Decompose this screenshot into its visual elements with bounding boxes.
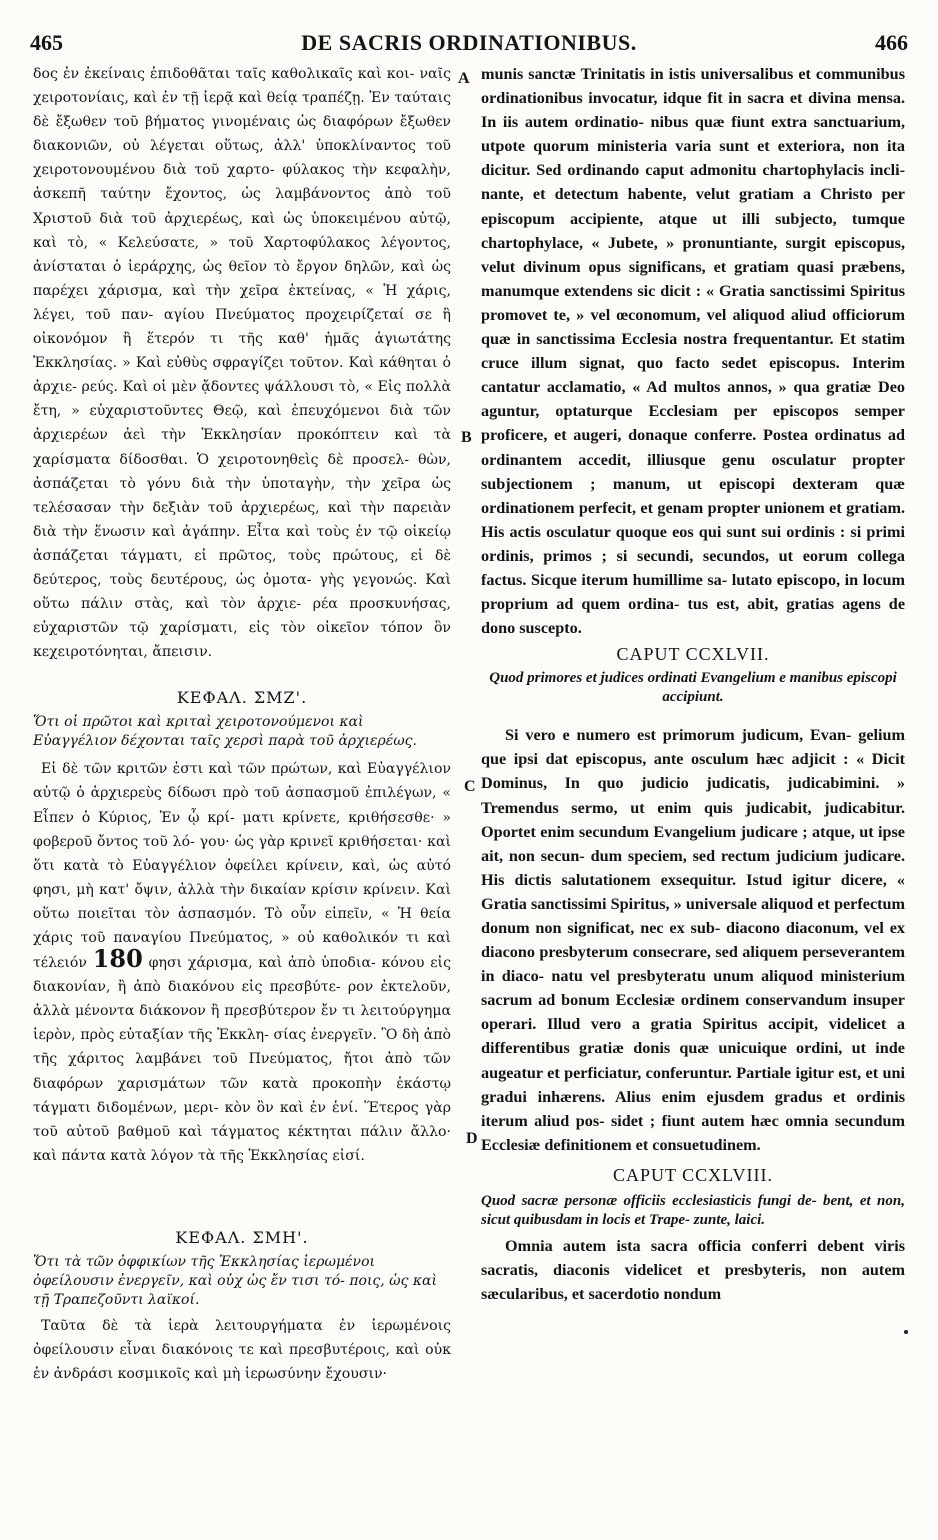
margin-letter-b: B [461,429,472,446]
greek-chapter-heading-248: ΚΕΦΑΛ. ΣΜΗ'. [175,1227,309,1247]
page-number-right: 466 [875,30,908,55]
latin-chapter-heading-247: CAPUT CCXLVII. [616,644,770,665]
latin-paragraph-2: Si vero e numero est primorum judicum, Evan- gelium que ipsi dat episcopus, ante osculum hæc adjicit : « Dicit Dominus, In quo judicio judicatis, judicabimini. » Tremendus sermo, ut enim quis judicabit, judicabitur. Oportet enim secundum Evangelium judicare ; atque, ut ipse ait, non secun- dum speciem, sed rectum judicium judicare. His dictis salutationem exsequitur. Istud igitur dicere, « Gratia sanctissimi Spiritus, » universale aliquod et perfectum donum non significat, nec ex sub- diacono diaconum, vel ex diacono presbyterum consecrare, sed aliquem perseverantem in diaco- natu vel presbyteratu unum aliquod ministerium sacrum ad bonum Ecclesiæ ordinem conservandum insuper operari. Illud vero a gratia Spiritus accipit, videlicet a differentibus gratiæ donis quæ unicuique ordini, ut inde augeatur et perficiatur, conferuntur. Partiale igitur est, et uni gradui inhærens. Alius enim ejusdem gradus et ordinis iterum aliud pos- sidet ; fiunt autem hæc omnia secundum Ecclesiæ definitionem et consuetudinem. [481,726,905,1154]
greek-chapter-summary-248: Ὅτι τὰ τῶν ὀφφικίων τῆς Ἐκκλησίας ἱερωμένοι ὀφείλουσιν ἐνεργεῖν, καὶ οὐχ ὡς ἔν τισι τό- ποις, ὡς καὶ τῇ Τραπεζοῦντι λαϊκοί. [33,1253,438,1308]
page-header [30,30,908,60]
margin-letter-a: A [458,70,470,87]
running-title: DE SACRIS ORDINATIONIBUS. [301,30,637,55]
latin-chapter-summary-247: Quod primores et judices ordinati Evangelium e manibus episcopi accipiunt. [489,670,897,706]
page-number-left: 465 [30,30,63,55]
latin-paragraph-1: munis sanctæ Trinitatis in istis universalibus et communibus ordinationibus invocatur, idque fit in sacra et divina mensa. In iis autem ordinatio- nibus quæ fiunt extra sanctuarium, utpote quorum ministeria varia sunt et exteriora, non ita dicitur. Sed ordinando caput admonitu chartophylacis incli- nante, et detectum habente, velut gratiam a Christo per episcopum accipiente, atque ut illi subjecto, tumque chartophylace, « Jubete, » pronuntiante, surgit episcopus, velut divinum opus significans, et gratiam quasi præbens, manumque extendens sic dicit : « Gratia sanctissimi Spiritus promovet te, » vel œconomum, vel aliquod aliud officiorum quæ in sanctissima Ecclesia nostra frequentantur. Et statim cruce illum signat, quo facto sedet episcopus. Interim cantatur acclamatio, « Ad multos annos, » qua gratiæ Deo aguntur, optaturque Ecclesiam per episcopos semper proficere, et augeri, donaque conferre. Postea ordinatus ad ordinantem accedit, illiusque genu osculatur propter subjectionem ; manum, ut episcopi dexteram quæ ordinationem perfecit, et genam propter unionem et gratiam. His actis osculatur quoque eos qui sunt sui ordinis : si primi ordinis, primos ; si secundi, secundos, ut eorum collega factus. Sicque iterum humillime sa- lutato episcopo, in locum proprium ad quem ordina- tus est, abit, gratias agens de dono suscepto. [481,65,905,638]
greek-paragraph-3: Ταῦτα δὲ τὰ ἱερὰ λειτουργήματα ἐν ἱερωμένοις ὀφείλουσιν εἶναι διακόνοις τε καὶ πρεσβυτέροις, καὶ οὐκ ἐν ἀνδράσι κοσμικοῖς καὶ μὴ ἱερωσύνην ἔχουσιν· [33,1317,451,1383]
greek-paragraph-2-start: Εἰ δὲ τῶν κριτῶν ἐστι καὶ τῶν πρώτων, καὶ Εὐαγγέλιον αὐτῷ ὁ ἀρχιερεὺς δίδωσι πρὸ τοῦ ἀσπασμοῦ ἐπιλέγων, « Εἶπεν ὁ Κύριος, Ἐν ᾧ κρί- ματι κρίνετε, κριθήσεσθε· » φοβεροῦ ὄντος τοῦ λό- γου· ὡς γὰρ κρινεῖ κριθήσεται· καὶ ὅτι κατὰ τὸ Εὐαγγέλιον ὀφείλει κρίνειν, καὶ, ὡς αὐτό φησι, μὴ κατ' ὄψιν, ἀλλὰ τὴν δικαίαν κρίσιν κρίνειν. Καὶ οὕτω ποιεῖται τὸν ἀσπασμόν. Τὸ οὖν εἰπεῖν, « Ἡ θεία χάρις τοῦ παναγίου Πνεύματος, » οὐ καθολικόν τι καὶ τέλειόν [33,761,451,972]
greek-paragraph-2 [33,757,451,1168]
greek-chapter-heading-247: ΚΕΦΑΛ. ΣΜΖ'. [176,688,308,708]
latin-chapter-summary-248: Quod sacræ personæ officiis ecclesiasticis fungi de- bent, et non, sicut quibusdam in locis et Trape- zunte, laici. [481,1192,905,1228]
greek-paragraph-1: δος ἐν ἐκείναις ἐπιδοθᾶται ταῖς καθολικαῖς καὶ κοι- ναῖς χειροτονίαις, καὶ ἐν τῇ ἱερᾷ καὶ θείᾳ τραπέζῃ. Ἐν ταύταις δὲ ἔξωθεν τοῦ βήματος γινομέναις ὡς διαφόρων ἔξωθεν διακονιῶν, οὐ λέγεται οὕτως, ἀλλ' ὑποκλίναντος τοῦ χειροτονουμένου διὰ τοῦ χαρτο- φύλακος τὴν κεφαλὴν, ἀσκεπῆ ταύτην ἔχοντος, ὡς λαμβάνοντος ἀπὸ τοῦ Χριστοῦ διὰ τοῦ ἀρχιερέως, καὶ ὡς ὑποκειμένου αὐτῷ, καὶ τὸ, « Κελεύσατε, » τοῦ Χαρτοφύλακος λέγοντος, ἀνίσταται ὁ ἱεράρχης, ὡς θεῖον τὸ ἔργον δηλῶν, καὶ ὡς παρέχει χάρισμα, καὶ τὴν χεῖρα ἐκτείνας, « Ἡ χάρις, λέγει, τοῦ παν- αγίου Πνεύματος προχειρίζεταί σε ἢ οἰκονόμον ἢ ἕτερόν τι τῆς καθ' ἡμᾶς ἁγιωτάτης Ἐκκλησίας. » Καὶ εὐθὺς σφραγίζει τοῦτον. Καὶ κάθηται ὁ ἀρχιε- ρεύς. Καὶ οἱ μὲν ᾄδοντες ψάλλουσι τὸ, « Εἰς πολλὰ ἔτη, » εὐχαριστοῦντες Θεῷ, καὶ ἐπευχόμενοι διὰ τῶν ἀρχιερέων ἀεὶ τὴν Ἐκκλησίαν προκόπτειν καὶ τὰ χαρίσματα δίδοσθαι. Ὁ χειροτονηθεὶς δὲ προσελ- θὼν, ἀσπάζεται τὸ γόνυ διὰ τὴν ὑποταγὴν, τὴν χεῖρα ὡς τελέσασαν τὴν δεξιὰν τοῦ ἀρχιερέως, καὶ τὴν παρειὰν διὰ τὴν ἕνωσιν καὶ ἀγάπην. Εἶτα καὶ τοὺς ἐν τῷ οἰκείῳ ἀσπάζεται τάγματι, εἰ πρῶτος, τοὺς πρώτους, εἰ δὲ δεύτερος, τοὺς δευτέρους, ὡς ὁμοτα- γὴς γεγονώς. Καὶ οὕτω πάλιν στὰς, καὶ τὸν ἀρχιε- ρέα προσκυνήσας, εὐχαριστῶν τῷ χαρίσματι, εἰς τὸν οἰκεῖον τόπον ὃν κεχειροτόνηται, ἄπεισιν. [33,66,451,661]
greek-paragraph-2-end: φησι χάρισμα, καὶ ἀπὸ ὑποδια- κόνου εἰς διακονίαν, ἢ ἀπὸ διακόνου εἰς πρεσβύτε- ρον ἐκτελοῦν, ἀλλὰ μένοντα διάκονον ἢ πρεσβύτερον ἔν τι λειτούργημα ἱερὸν, πρὸς εὐταξίαν τῆς Ἐκκλη- σίας ἐνεργεῖν. Ὃ δὴ ἀπὸ τῆς χάριτος λαμβάνει τοῦ Πνεύματος, ἤτοι ἀπὸ τῶν διαφόρων χαρισμάτων τῶν κατὰ προκοπὴν ἑκάστῳ τάγματι διδομένων, μερι- κὸν ὂν καὶ ἐν ἑνί. Ἕτερος γὰρ τοῦ αὐτοῦ βαθμοῦ καὶ τάγματος κέκτηται πάλιν ἄλλο· καὶ πάντα κατὰ λόγον τὰ τῆς Ἐκκλησίας εἰσί. [33,955,451,1164]
latin-column [481,62,905,1306]
column-number: 180 [92,944,143,974]
margin-letter-d: D [466,1130,478,1147]
margin-dot [904,1330,908,1334]
margin-letter-c: C [464,778,476,795]
latin-chapter-heading-248: CAPUT CCXLVIII. [612,1164,774,1185]
latin-paragraph-3: Omnia autem ista sacra officia conferri debent viris sacratis, diaconis videlicet et presbyteris, non autem sæcularibus, et sacerdotio nondum [481,1236,905,1304]
greek-column [33,62,451,1386]
greek-chapter-summary-247: Ὅτι οἱ πρῶτοι καὶ κριταὶ χειροτονούμενοι καὶ Εὐαγγέλιον δέχονται ταῖς χερσὶ παρὰ τοῦ ἀρχιερέως. [33,714,417,750]
